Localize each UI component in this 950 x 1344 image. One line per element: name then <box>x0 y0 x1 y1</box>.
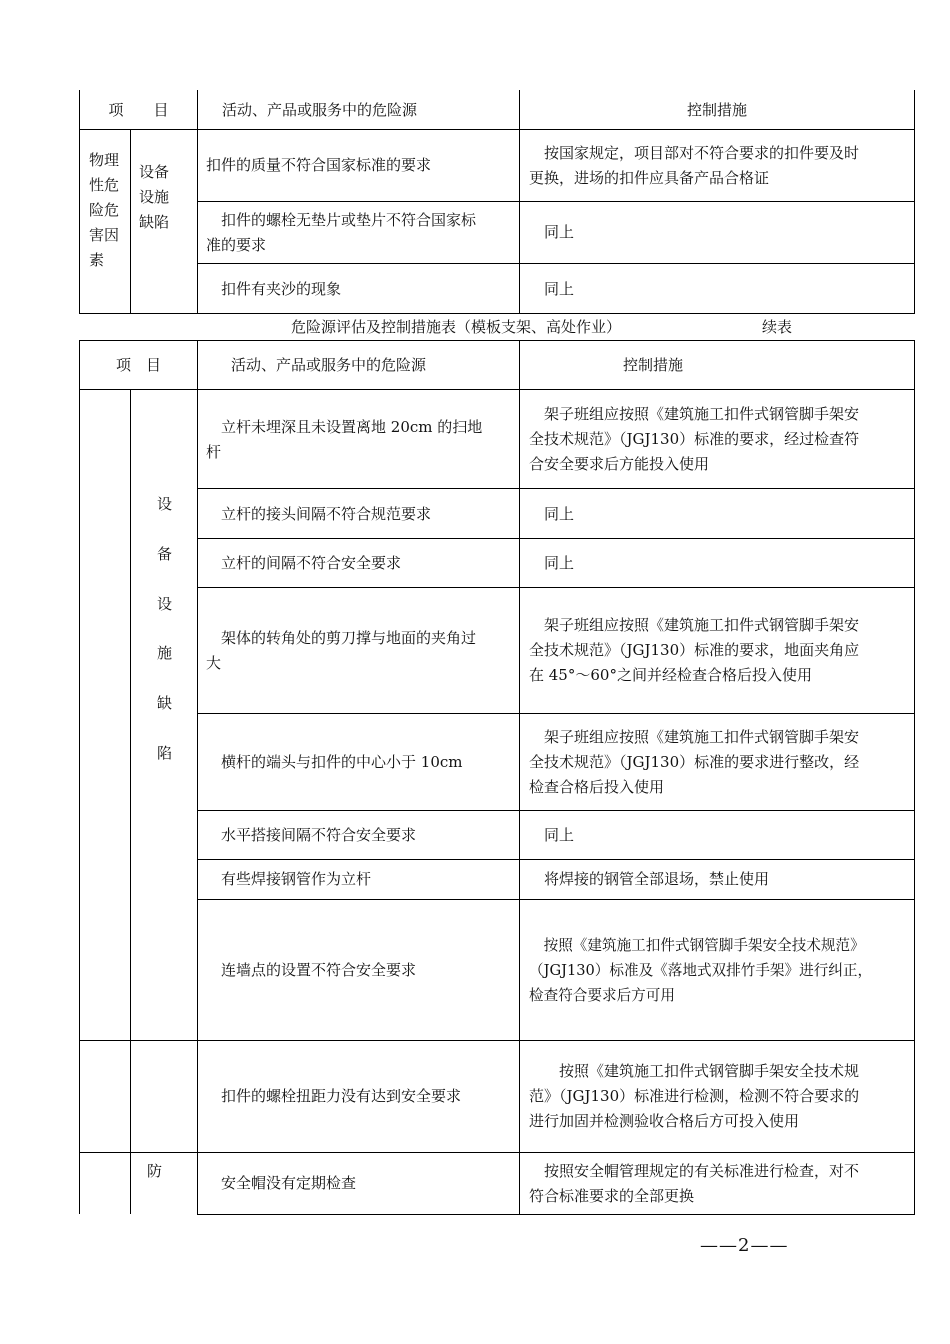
table2-row-1-measure: 架子班组应按照《建筑施工扣件式钢管脚手架安 全技术规范》（JGJ130）标准的要求，经过检查符 合安全要求后方能投入使用 <box>529 405 860 473</box>
table2-subcategory-char-3: 设 <box>157 595 173 613</box>
table2-header-measure: 控制措施 <box>622 356 683 374</box>
table1-row-3-measure: 同上 <box>529 280 575 298</box>
table2-header-item: 项 目 <box>115 356 161 374</box>
table1-row-1-measure: 按国家规定，项目部对不符合要求的扣件要及时 更换，进场的扣件应具备产品合格证 <box>529 144 860 187</box>
table2-row-10-hazard: 安全帽没有定期检查 <box>206 1174 357 1192</box>
table2-row-6-hazard: 水平搭接间隔不符合安全要求 <box>206 826 417 844</box>
table2-row-7-hazard: 有些焊接钢管作为立杆 <box>206 870 372 888</box>
table2-subcategory-char-1: 设 <box>157 495 173 513</box>
table2-row-6-measure: 同上 <box>529 826 575 844</box>
table2-row-8-measure: 按照《建筑施工扣件式钢管脚手架安全技术规范》 （JGJ130）标准及《落地式双排竹手架》进行纠正， 检查符合要求后方可用 <box>529 937 873 1004</box>
table2-row-1-hazard: 立杆未埋深且未设置离地 20cm 的扫地 杆 <box>206 418 483 461</box>
table1-header-hazard: 活动、产品或服务中的危险源 <box>222 101 418 119</box>
table2-row-8-hazard: 连墙点的设置不符合安全要求 <box>206 961 417 979</box>
table2-row-3-hazard: 立杆的间隔不符合安全要求 <box>206 554 402 572</box>
table1-header-measure: 控制措施 <box>686 101 747 119</box>
table2-row-3-measure: 同上 <box>529 554 575 572</box>
table1-row-1-hazard: 扣件的质量不符合国家标准的要求 <box>206 156 432 174</box>
table2-row-10-measure: 按照安全帽管理规定的有关标准进行检查，对不 符合标准要求的全部更换 <box>529 1162 860 1205</box>
table1-row-2-measure: 同上 <box>529 223 575 241</box>
table2-row-4-hazard: 架体的转角处的剪刀撑与地面的夹角过 大 <box>206 629 477 672</box>
table2-fang-label: 防 <box>147 1162 163 1180</box>
table2-row-2-hazard: 立杆的接头间隔不符合规范要求 <box>206 505 432 523</box>
table-caption-continued: 续表 <box>762 318 793 336</box>
table2-subcategory-char-6: 陷 <box>157 744 173 762</box>
table-caption-title: 危险源评估及控制措施表（模板支架、高处作业） <box>291 318 622 336</box>
table2-subcategory-char-2: 备 <box>157 545 173 563</box>
table2-subcategory-char-5: 缺 <box>157 694 173 712</box>
table1-row-2-hazard: 扣件的螺栓无垫片或垫片不符合国家标 准的要求 <box>206 211 477 254</box>
table2-row-4-measure: 架子班组应按照《建筑施工扣件式钢管脚手架安 全技术规范》（JGJ130）标准的要求，地面夹角应 在 45°～60°之间并经检查合格后投入使用 <box>529 616 860 684</box>
table2-header-hazard: 活动、产品或服务中的危险源 <box>231 356 427 374</box>
table1-subcategory: 设备 设施 缺陷 <box>139 163 170 231</box>
page-number: ——2—— <box>700 1235 789 1256</box>
table2-row-2-measure: 同上 <box>529 505 575 523</box>
table1-row-3-hazard: 扣件有夹沙的现象 <box>206 280 342 298</box>
table2-subcategory-char-4: 施 <box>157 644 173 662</box>
table1-header-item: 项 目 <box>108 101 169 119</box>
table2-row-5-measure: 架子班组应按照《建筑施工扣件式钢管脚手架安 全技术规范》（JGJ130）标准的要求进行整改，经 检查合格后投入使用 <box>529 728 860 796</box>
table2-row-9-measure: 按照《建筑施工扣件式钢管脚手架安全技术规 范》（JGJ130）标准进行检测，检测不符合要求的 进行加固并检测验收合格后方可投入使用 <box>529 1062 860 1130</box>
table2-row-7-measure: 将焊接的钢管全部退场，禁止使用 <box>529 870 770 888</box>
table1-category: 物理 性危 险危 害因 素 <box>89 151 120 269</box>
table2-row-9-hazard: 扣件的螺栓扭距力没有达到安全要求 <box>206 1087 462 1105</box>
table2-row-5-hazard: 横杆的端头与扣件的中心小于 10cm <box>206 753 463 771</box>
